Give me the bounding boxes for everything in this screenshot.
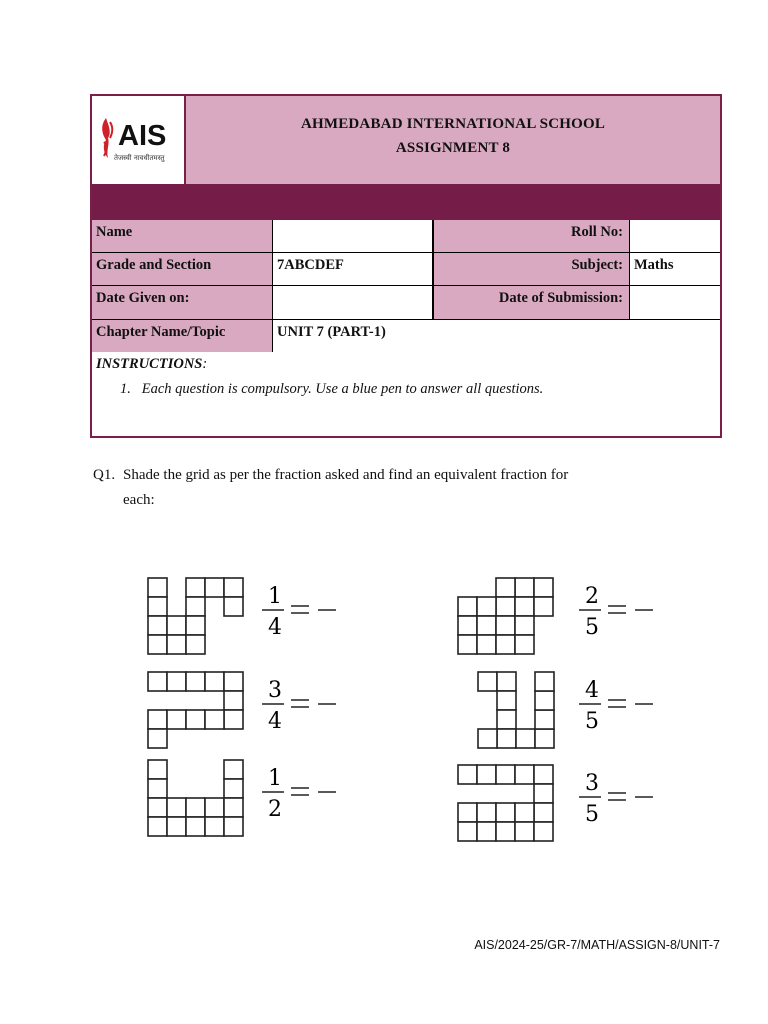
grid-cell[interactable] xyxy=(477,765,496,784)
fraction-expression xyxy=(579,678,653,734)
chapter-value: UNIT 7 (PART-1) xyxy=(273,320,720,353)
grid-cell[interactable] xyxy=(167,798,186,817)
grid-cell[interactable] xyxy=(224,578,243,597)
grid-cell[interactable] xyxy=(515,803,534,822)
fraction-denominator: 4 xyxy=(268,709,282,734)
grid-cell[interactable] xyxy=(534,765,553,784)
grade-label: Grade and Section xyxy=(92,253,273,286)
grid-cell[interactable] xyxy=(148,672,167,691)
fraction-expression xyxy=(262,678,336,734)
grid-cell[interactable] xyxy=(535,710,554,729)
grid-cell[interactable] xyxy=(148,635,167,654)
grid-cell[interactable] xyxy=(497,691,516,710)
question-number: Q1. xyxy=(93,467,116,483)
fraction-numerator: 3 xyxy=(268,678,282,703)
grid-cell[interactable] xyxy=(167,672,186,691)
grid-cell[interactable] xyxy=(496,578,515,597)
grid-cell[interactable] xyxy=(496,803,515,822)
grid-cell[interactable] xyxy=(458,765,477,784)
grid-cell[interactable] xyxy=(534,803,553,822)
grid-cell[interactable] xyxy=(186,578,205,597)
fraction-expression xyxy=(579,584,653,640)
grade-value: 7ABCDEF xyxy=(273,253,434,286)
grid-cell[interactable] xyxy=(186,817,205,836)
logo-text: AIS xyxy=(118,120,167,152)
grid-cell[interactable] xyxy=(148,817,167,836)
grid-cell[interactable] xyxy=(515,597,534,616)
header-table xyxy=(90,94,722,438)
grid-cell[interactable] xyxy=(224,779,243,798)
grid-cell[interactable] xyxy=(205,710,224,729)
grid-cell[interactable] xyxy=(477,616,496,635)
grid-shape[interactable] xyxy=(148,760,243,836)
grid-cell[interactable] xyxy=(167,616,186,635)
grid-cell[interactable] xyxy=(186,672,205,691)
grid-cell[interactable] xyxy=(535,729,554,748)
grid-cell[interactable] xyxy=(478,729,497,748)
grid-cell[interactable] xyxy=(515,822,534,841)
chapter-label: Chapter Name/Topic xyxy=(92,320,273,353)
grid-cell[interactable] xyxy=(205,578,224,597)
grid-cell[interactable] xyxy=(458,822,477,841)
grid-cell[interactable] xyxy=(534,784,553,803)
grid-cell[interactable] xyxy=(515,635,534,654)
grid-cell[interactable] xyxy=(148,798,167,817)
grid-cell[interactable] xyxy=(497,729,516,748)
header-band xyxy=(92,184,720,220)
fraction-denominator: 5 xyxy=(585,615,599,640)
date-given-field[interactable] xyxy=(273,286,434,320)
assignment-title: ASSIGNMENT 8 xyxy=(395,140,511,156)
grid-cell[interactable] xyxy=(205,672,224,691)
fraction-denominator: 5 xyxy=(585,709,599,734)
grid-cell[interactable] xyxy=(496,765,515,784)
fraction-grids-figure xyxy=(0,560,768,880)
grid-cell[interactable] xyxy=(496,616,515,635)
grid-shape[interactable] xyxy=(458,765,553,841)
grid-cell[interactable] xyxy=(148,729,167,748)
grid-cell[interactable] xyxy=(224,817,243,836)
question-text: Shade the grid as per the fraction asked and find an equivalent fraction for each: xyxy=(123,467,569,508)
instruction-item: 1. Each question is compulsory. Use a blue pen to answer all questions. xyxy=(120,381,544,397)
grid-cell[interactable] xyxy=(186,710,205,729)
grid-cell[interactable] xyxy=(186,597,205,616)
grid-cell[interactable] xyxy=(477,822,496,841)
grid-cell[interactable] xyxy=(534,578,553,597)
instructions-title: INSTRUCTIONS xyxy=(96,356,203,372)
grid-cell[interactable] xyxy=(534,597,553,616)
grid-cell[interactable] xyxy=(478,672,497,691)
title-cell xyxy=(186,96,720,184)
grid-layer xyxy=(148,578,554,841)
grid-cell[interactable] xyxy=(458,803,477,822)
fraction-numerator: 1 xyxy=(268,766,282,791)
grid-cell[interactable] xyxy=(186,616,205,635)
footer-code: AIS/2024-25/GR-7/MATH/ASSIGN-8/UNIT-7 xyxy=(474,938,720,952)
grid-cell[interactable] xyxy=(148,779,167,798)
roll-field[interactable] xyxy=(630,220,720,253)
grid-cell[interactable] xyxy=(186,635,205,654)
grid-shape[interactable] xyxy=(148,672,243,748)
grid-cell[interactable] xyxy=(148,597,167,616)
grid-shape[interactable] xyxy=(148,578,243,654)
date-submission-field[interactable] xyxy=(630,286,720,320)
grid-cell[interactable] xyxy=(496,822,515,841)
grid-cell[interactable] xyxy=(167,635,186,654)
grid-cell[interactable] xyxy=(477,635,496,654)
grid-cell[interactable] xyxy=(477,597,496,616)
roll-label: Roll No: xyxy=(434,220,630,253)
fraction-denominator: 4 xyxy=(268,615,282,640)
instructions-block: INSTRUCTIONS: 1. Each question is compulsory. Use a blue pen to answer all questions. xyxy=(92,352,720,436)
grid-cell[interactable] xyxy=(167,817,186,836)
fraction-expression xyxy=(262,766,336,822)
grid-cell[interactable] xyxy=(186,798,205,817)
grid-shape[interactable] xyxy=(478,672,554,748)
grid-cell[interactable] xyxy=(167,710,186,729)
grid-cell[interactable] xyxy=(515,616,534,635)
grid-cell[interactable] xyxy=(497,710,516,729)
grid-cell[interactable] xyxy=(148,760,167,779)
fraction-expression xyxy=(262,584,336,640)
grid-cell[interactable] xyxy=(515,765,534,784)
grid-cell[interactable] xyxy=(458,597,477,616)
grid-cell[interactable] xyxy=(205,817,224,836)
grid-cell[interactable] xyxy=(515,578,534,597)
grid-cell[interactable] xyxy=(224,760,243,779)
grid-cell[interactable] xyxy=(205,798,224,817)
school-name: AHMEDABAD INTERNATIONAL SCHOOL xyxy=(300,116,606,132)
grid-cell[interactable] xyxy=(516,729,535,748)
name-field[interactable] xyxy=(273,220,434,253)
fraction-expression xyxy=(579,771,653,827)
fraction-denominator: 5 xyxy=(585,802,599,827)
grid-cell[interactable] xyxy=(458,635,477,654)
grid-cell[interactable] xyxy=(535,672,554,691)
grid-cell[interactable] xyxy=(535,691,554,710)
grid-cell[interactable] xyxy=(497,672,516,691)
grid-cell[interactable] xyxy=(496,597,515,616)
grid-cell[interactable] xyxy=(148,616,167,635)
logo xyxy=(92,96,186,184)
grid-cell[interactable] xyxy=(224,798,243,817)
logo-tagline: तेजस्वी नावधीतमस्तु xyxy=(114,154,165,162)
fraction-numerator: 3 xyxy=(585,771,599,796)
fraction-numerator: 4 xyxy=(585,678,599,703)
name-label: Name xyxy=(92,220,273,253)
grid-cell[interactable] xyxy=(148,578,167,597)
fraction-numerator: 1 xyxy=(268,584,282,609)
grid-cell[interactable] xyxy=(458,616,477,635)
subject-value: Maths xyxy=(630,253,720,286)
grid-cell[interactable] xyxy=(224,672,243,691)
subject-label: Subject: xyxy=(434,253,630,286)
date-given-label: Date Given on: xyxy=(92,286,273,320)
fraction-numerator: 2 xyxy=(585,584,599,609)
fraction-denominator: 2 xyxy=(268,797,282,822)
grid-shape[interactable] xyxy=(458,578,553,654)
grid-cell[interactable] xyxy=(534,822,553,841)
date-submission-label: Date of Submission: xyxy=(434,286,630,320)
grid-cell[interactable] xyxy=(496,635,515,654)
grid-cell[interactable] xyxy=(224,597,243,616)
grid-cell[interactable] xyxy=(477,803,496,822)
grid-cell[interactable] xyxy=(148,710,167,729)
grid-cell[interactable] xyxy=(224,691,243,710)
grid-cell[interactable] xyxy=(224,710,243,729)
